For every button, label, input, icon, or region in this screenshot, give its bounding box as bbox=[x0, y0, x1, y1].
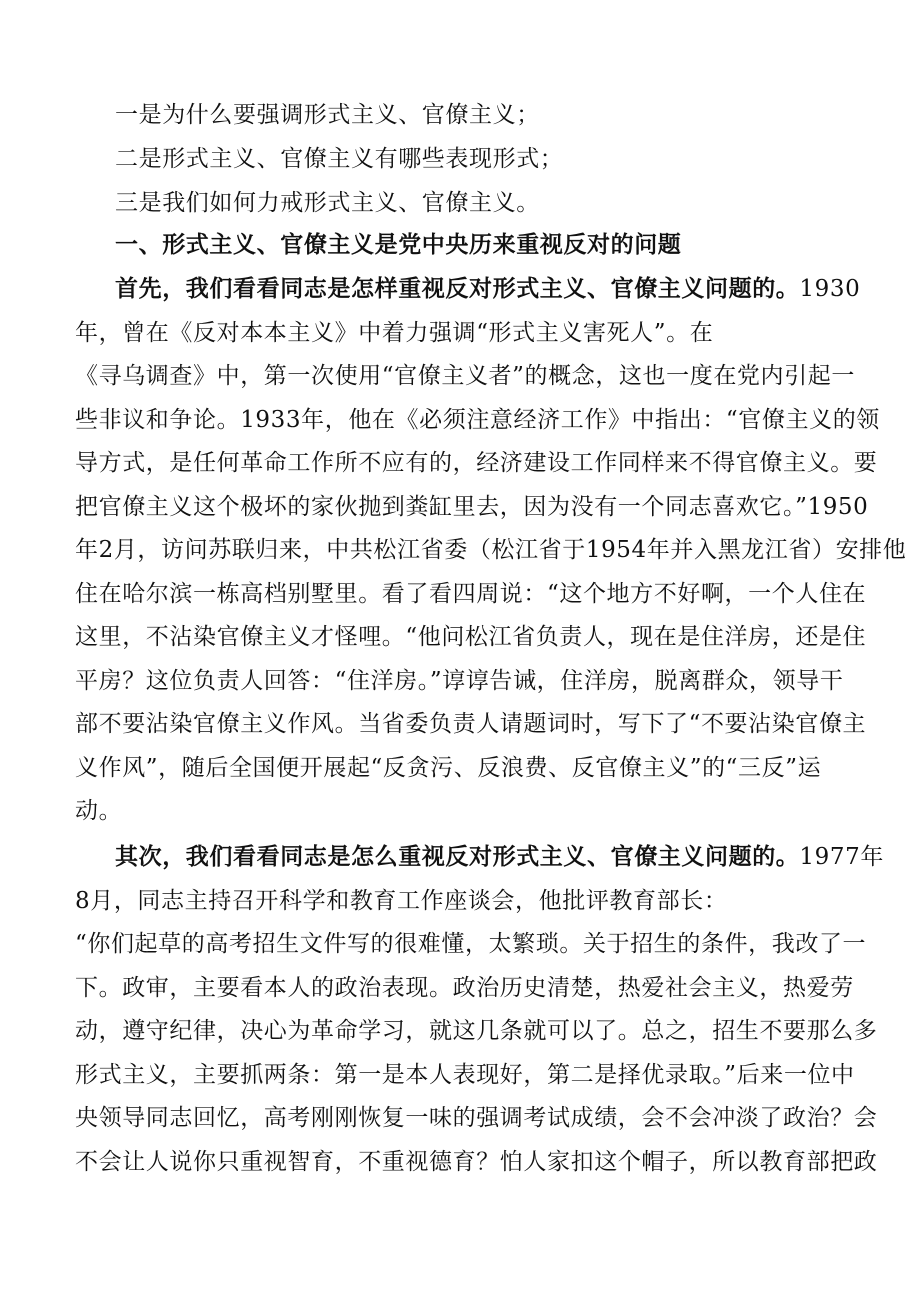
paragraph-2-line: 形式主义，主要抓两条：第一是本人表现好，第二是择优录取。”后来一位中 bbox=[75, 1062, 855, 1088]
paragraph-2-lead-tail: 1977年 bbox=[799, 844, 884, 870]
paragraph-2-lead: 其次，我们看看同志是怎么重视反对形式主义、官僚主义问题的。 bbox=[115, 844, 800, 870]
outline-item-3: 三是我们如何力戒形式主义、官僚主义。 bbox=[115, 190, 540, 216]
outline-item-2: 二是形式主义、官僚主义有哪些表现形式； bbox=[115, 146, 564, 172]
paragraph-1-line: 部不要沾染官僚主义作风。当省委负责人请题词时，写下了“不要沾染官僚主 bbox=[75, 711, 867, 737]
paragraph-1-line: 把官僚主义这个极坏的家伙抛到粪缸里去，因为没有一个同志喜欢它。”1950 bbox=[75, 494, 869, 520]
paragraph-1-line: 平房？这位负责人回答：“住洋房。”谆谆告诫，住洋房，脱离群众，领导干 bbox=[75, 668, 844, 694]
paragraph-2-lead-line bbox=[115, 834, 884, 880]
paragraph-2-line: 不会让人说你只重视智育，不重视德育？怕人家扣这个帽子，所以教育部把政 bbox=[75, 1149, 878, 1175]
outline-item-1: 一是为什么要强调形式主义、官僚主义； bbox=[115, 102, 540, 128]
paragraph-2-line: “你们起草的高考招生文件写的很难懂，太繁琐。关于招生的条件，我改了一 bbox=[75, 931, 867, 957]
paragraph-1-lead: 首先，我们看看同志是怎样重视反对形式主义、官僚主义问题的。 bbox=[115, 276, 800, 302]
section-heading: 一、形式主义、官僚主义是党中央历来重视反对的问题 bbox=[115, 232, 682, 258]
paragraph-1-line: 导方式，是任何革命工作所不应有的，经济建设工作同样来不得官僚主义。要 bbox=[75, 450, 878, 476]
paragraph-1-lead-tail: 1930 bbox=[799, 276, 861, 302]
paragraph-2-line: 央领导同志回忆，高考刚刚恢复一味的强调考试成绩，会不会冲淡了政治？会 bbox=[75, 1105, 878, 1131]
paragraph-1-lead-line bbox=[115, 266, 861, 312]
paragraph-1-line: 《寻乌调查》中，第一次使用“官僚主义者”的概念，这也一度在党内引起一 bbox=[75, 363, 855, 389]
paragraph-1-line: 年，曾在《反对本本主义》中着力强调“形式主义害死人”。在 bbox=[75, 320, 714, 346]
paragraph-2-line: 动，遵守纪律，决心为革命学习，就这几条就可以了。总之，招生不要那么多 bbox=[75, 1018, 878, 1044]
paragraph-1-line: 动。 bbox=[75, 798, 123, 824]
paragraph-1-line: 些非议和争论。1933年，他在《必须注意经济工作》中指出：“官僚主义的领 bbox=[75, 407, 880, 433]
paragraph-2-line: 下。政审，主要看本人的政治表现。政治历史清楚，热爱社会主义，热爱劳 bbox=[75, 975, 854, 1001]
paragraph-1-line: 义作风”，随后全国便开展起“反贪污、反浪费、反官僚主义”的“三反”运 bbox=[75, 755, 822, 781]
paragraph-1-line: 住在哈尔滨一栋高档别墅里。看了看四周说：“这个地方不好啊，一个人住在 bbox=[75, 581, 867, 607]
paragraph-2-line: 8月，同志主持召开科学和教育工作座谈会，他批评教育部长： bbox=[75, 888, 728, 914]
paragraph-1-line: 年2月，访问苏联归来，中共松江省委（松江省于1954年并入黑龙江省）安排他 bbox=[75, 537, 907, 563]
paragraph-1-line: 这里，不沾染官僚主义才怪哩。“他问松江省负责人，现在是住洋房，还是住 bbox=[75, 624, 867, 650]
